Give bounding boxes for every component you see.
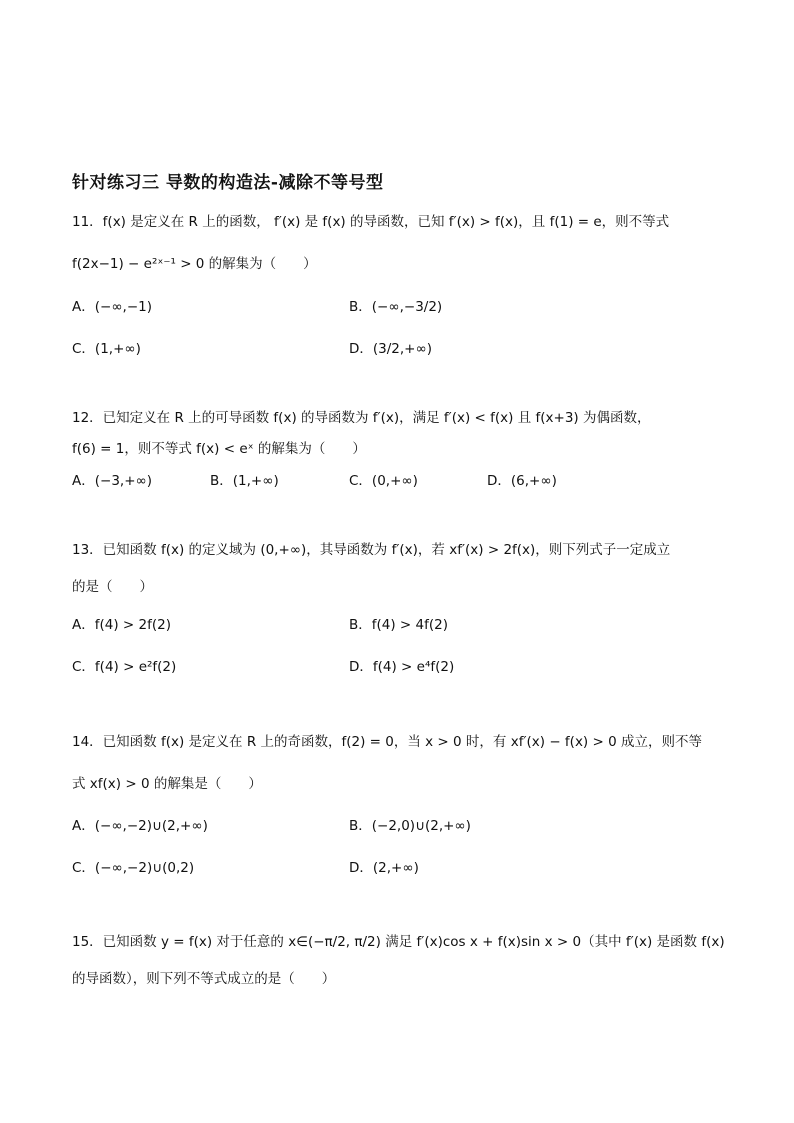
q13-option-d: D．f(4) > e⁴f(2) [349, 659, 455, 675]
q11-option-c: C．(1,+∞) [72, 341, 141, 357]
q13-option-b: B．f(4) > 4f(2) [349, 617, 448, 633]
q13-line-2: 的是（ ） [72, 579, 153, 595]
q12-option-d: D．(6,+∞) [487, 473, 557, 489]
q11-line-2: f(2x−1) − e²ˣ⁻¹ > 0 的解集为（ ） [72, 256, 317, 272]
q11-option-b: B．(−∞,−3/2) [349, 299, 443, 315]
q12-line-2: f(6) = 1，则不等式 f(x) < eˣ 的解集为（ ） [72, 441, 366, 457]
q13-line-1: 13．已知函数 f(x) 的定义域为 (0,+∞)，其导函数为 f′(x)，若 xf′(x) > 2f(x)，则下列式子一定成立 [72, 542, 671, 558]
q12-option-b: B．(1,+∞) [210, 473, 279, 489]
q12-option-c: C．(0,+∞) [349, 473, 418, 489]
q11-option-d: D．(3/2,+∞) [349, 341, 433, 357]
q11-option-a: A．(−∞,−1) [72, 299, 153, 315]
q15-line-2: 的导函数），则下列不等式成立的是（ ） [72, 971, 336, 987]
q12-option-a: A．(−3,+∞) [72, 473, 153, 489]
q14-line-1: 14．已知函数 f(x) 是定义在 R 上的奇函数，f(2) = 0，当 x > 0 时，有 xf′(x) − f(x) > 0 成立，则不等 [72, 734, 702, 750]
q15-line-1: 15．已知函数 y = f(x) 对于任意的 x∈(−π/2, π/2) 满足 f′(x)cos x + f(x)sin x > 0（其中 f′(x) 是函数 f(x) [72, 934, 725, 950]
section-title: 针对练习三 导数的构造法-减除不等号型 [72, 173, 384, 193]
q11-line-1: 11．f(x) 是定义在 R 上的函数， f′(x) 是 f(x) 的导函数，已知 f′(x) > f(x)，且 f(1) = e，则不等式 [72, 214, 670, 230]
q13-option-a: A．f(4) > 2f(2) [72, 617, 171, 633]
q14-option-c: C．(−∞,−2)∪(0,2) [72, 860, 195, 876]
q14-option-a: A．(−∞,−2)∪(2,+∞) [72, 818, 208, 834]
q14-line-2: 式 xf(x) > 0 的解集是（ ） [72, 776, 262, 792]
q13-option-c: C．f(4) > e²f(2) [72, 659, 177, 675]
q14-option-b: B．(−2,0)∪(2,+∞) [349, 818, 471, 834]
q12-line-1: 12．已知定义在 R 上的可导函数 f(x) 的导函数为 f′(x)，满足 f′(x) < f(x) 且 f(x+3) 为偶函数， [72, 410, 651, 426]
q14-option-d: D．(2,+∞) [349, 860, 419, 876]
